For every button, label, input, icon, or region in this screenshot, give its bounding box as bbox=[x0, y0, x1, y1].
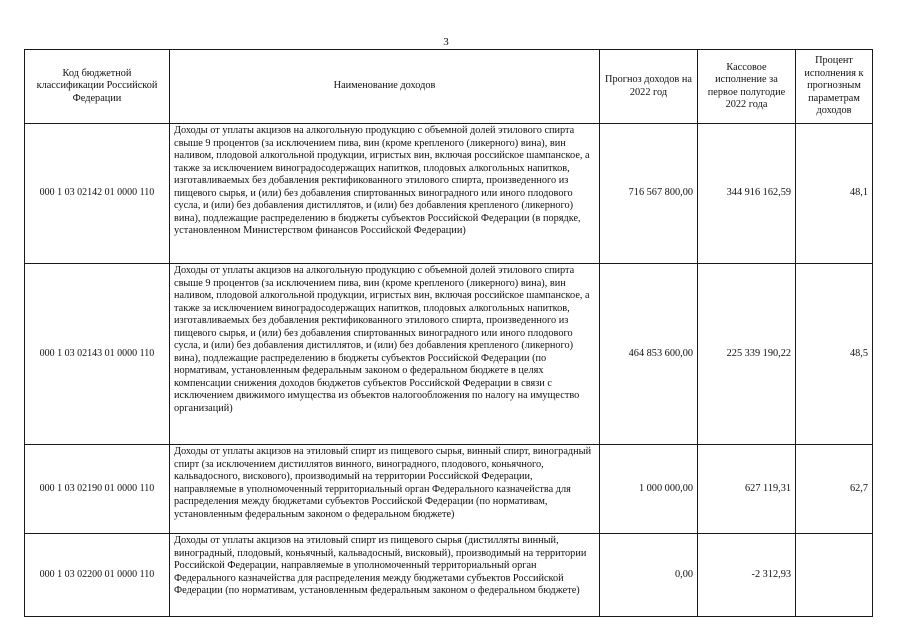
revenue-table bbox=[24, 49, 873, 617]
row-percent: 48,1 bbox=[796, 124, 873, 264]
row-code: 000 1 03 02142 01 0000 110 bbox=[25, 124, 170, 264]
row-name: Доходы от уплаты акцизов на этиловый спирт из пищевого сырья (дистилляты винный, виноградный, плодовый, коньячный, кальвадосный, висковый), производимый на территории Российской Федерации, направляемые в уполномоченный территориальный орган Федерального казначейства для распределения между бюджетами субъектов Российской Федерации (по нормативам, установленным федеральным законом о федеральном бюджете) bbox=[170, 534, 600, 617]
table-row bbox=[25, 534, 873, 617]
header-name: Наименование доходов bbox=[170, 50, 600, 124]
row-name: Доходы от уплаты акцизов на этиловый спирт из пищевого сырья, винный спирт, виноградный спирт (за исключением дистиллятов винного, виноградного, плодового, коньячного, кальвадосного, вискового), производимый на территории Российской Федерации, направляемые в уполномоченный территориальный орган Федерального казначейства для распределения между бюджетами субъектов Российской Федерации (по нормативам, установленным федеральным законом о федеральном бюджете) bbox=[170, 445, 600, 534]
row-code: 000 1 03 02190 01 0000 110 bbox=[25, 445, 170, 534]
row-execution: 344 916 162,59 bbox=[698, 124, 796, 264]
row-execution: 627 119,31 bbox=[698, 445, 796, 534]
header-code: Код бюджетной классификации Российской Федерации bbox=[25, 50, 170, 124]
table-row bbox=[25, 124, 873, 264]
row-forecast: 1 000 000,00 bbox=[600, 445, 698, 534]
table-row bbox=[25, 445, 873, 534]
header-percent: Процент исполнения к прогнозным параметрам доходов bbox=[796, 50, 873, 124]
header-forecast: Прогноз доходов на 2022 год bbox=[600, 50, 698, 124]
row-forecast: 464 853 600,00 bbox=[600, 264, 698, 445]
header-execution: Кассовое исполнение за первое полугодие 2022 года bbox=[698, 50, 796, 124]
row-execution: -2 312,93 bbox=[698, 534, 796, 617]
row-percent: 48,5 bbox=[796, 264, 873, 445]
row-forecast: 716 567 800,00 bbox=[600, 124, 698, 264]
table-row bbox=[25, 264, 873, 445]
row-name: Доходы от уплаты акцизов на алкогольную продукцию с объемной долей этилового спирта свыше 9 процентов (за исключением пива, вин (кроме крепленого (ликерного) вина), вин наливом, плодовой алкогольной продукции, игристых вин, включая российское шампанское, а также за исключением виноградосодержащих напитков, плодовых алкогольных напитков, изготавливаемых без добавления ректификованного этилового спирта, произведенного из пищевого сырья, и (или) без добавления спиртованных виноградного или иного плодового сусла, и (или) без добавления дистиллятов, и (или) без добавления крепленого (ликерного) вина), подлежащие распределению в бюджеты субъектов Российской Федерации (по нормативам, установленным федеральным законом о федеральном бюджете в целях компенсации снижения доходов бюджетов субъектов Российской Федерации в связи с исключением движимого имущества из объектов налогообложения по налогу на имущество организаций) bbox=[170, 264, 600, 445]
row-execution: 225 339 190,22 bbox=[698, 264, 796, 445]
row-code: 000 1 03 02200 01 0000 110 bbox=[25, 534, 170, 617]
row-percent bbox=[796, 534, 873, 617]
row-forecast: 0,00 bbox=[600, 534, 698, 617]
row-code: 000 1 03 02143 01 0000 110 bbox=[25, 264, 170, 445]
page-number: 3 bbox=[443, 36, 449, 48]
row-name: Доходы от уплаты акцизов на алкогольную продукцию с объемной долей этилового спирта свыше 9 процентов (за исключением пива, вин (кроме крепленого (ликерного) вина), вин наливом, плодовой алкогольной продукции, игристых вин, включая российское шампанское, а также за исключением виноградосодержащих напитков, плодовых алкогольных напитков, изготавливаемых без добавления ректификованного этилового спирта, произведенного из пищевого сырья, и (или) без добавления спиртованных виноградного или иного плодового сусла, и (или) без добавления дистиллятов, и (или) без добавления крепленого (ликерного) вина), подлежащие распределению в бюджеты субъектов Российской Федерации (в порядке, установленном Министерством финансов Российской Федерации) bbox=[170, 124, 600, 264]
table-header-row bbox=[25, 50, 873, 124]
row-percent: 62,7 bbox=[796, 445, 873, 534]
